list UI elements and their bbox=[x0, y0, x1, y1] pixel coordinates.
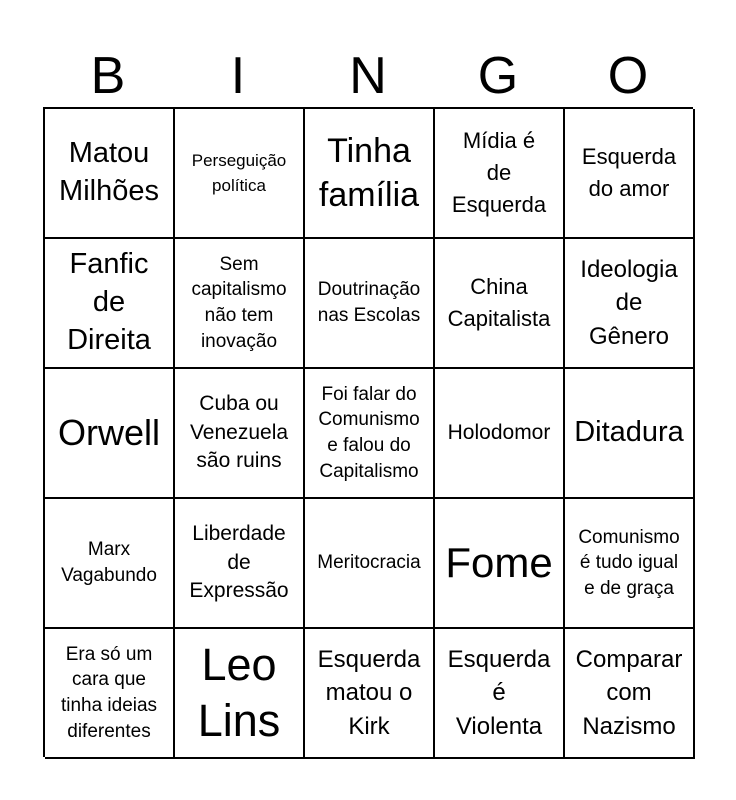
bingo-cell[interactable] bbox=[45, 629, 175, 759]
bingo-cell[interactable] bbox=[305, 239, 435, 369]
bingo-cell[interactable] bbox=[175, 239, 305, 369]
bingo-cell-text: Sem capitalismo não tem inovação bbox=[191, 253, 287, 352]
bingo-cell-text: Ditadura bbox=[574, 416, 684, 449]
bingo-cell[interactable] bbox=[435, 629, 565, 759]
bingo-cell[interactable] bbox=[565, 499, 695, 629]
bingo-cell-text: Comunismo é tudo igual e de graça bbox=[578, 526, 680, 599]
bingo-cell[interactable] bbox=[175, 109, 305, 239]
bingo-cell-text: Ideologia de Gênero bbox=[580, 256, 678, 350]
bingo-cell-text: Leo Lins bbox=[197, 638, 281, 746]
bingo-cell-text: Perseguição política bbox=[191, 150, 287, 195]
bingo-cell-text: Tinha família bbox=[318, 131, 420, 214]
header-letter-i: I bbox=[230, 47, 246, 105]
bingo-cell[interactable] bbox=[565, 239, 695, 369]
bingo-cell-text: Fome bbox=[445, 538, 553, 586]
bingo-cell[interactable] bbox=[45, 499, 175, 629]
bingo-cell[interactable] bbox=[435, 499, 565, 629]
bingo-cell[interactable] bbox=[175, 499, 305, 629]
header-letter-g: G bbox=[477, 47, 519, 105]
bingo-cell-text: Esquerda matou o Kirk bbox=[317, 646, 421, 740]
bingo-cell-text: Doutrinação nas Escolas bbox=[317, 279, 421, 326]
header-letter-o: O bbox=[607, 47, 649, 105]
bingo-cell[interactable] bbox=[45, 109, 175, 239]
bingo-cell-text: Fanfic de Direita bbox=[67, 248, 151, 356]
bingo-cell-text: Orwell bbox=[57, 412, 160, 454]
bingo-cell[interactable] bbox=[305, 369, 435, 499]
bingo-cell-text: Matou Milhões bbox=[59, 137, 159, 207]
bingo-grid bbox=[43, 107, 693, 757]
bingo-cell-text: Era só um cara que tinha ideias diferentes bbox=[60, 643, 158, 742]
bingo-cell-text: Cuba ou Venezuela são ruins bbox=[189, 391, 289, 473]
bingo-cell[interactable] bbox=[175, 629, 305, 759]
bingo-cell[interactable] bbox=[45, 369, 175, 499]
bingo-cell-text: Esquerda do amor bbox=[581, 144, 677, 201]
bingo-cell[interactable] bbox=[435, 109, 565, 239]
bingo-cell[interactable] bbox=[305, 109, 435, 239]
bingo-cell-text: Esquerda é Violenta bbox=[447, 646, 551, 740]
bingo-cell[interactable] bbox=[305, 499, 435, 629]
bingo-cell-text: Liberdade de Expressão bbox=[189, 521, 289, 603]
bingo-cell-text: Foi falar do Comunismo e falou do Capitalismo bbox=[318, 383, 420, 482]
bingo-cell[interactable] bbox=[45, 239, 175, 369]
bingo-header bbox=[43, 44, 693, 108]
bingo-cell[interactable] bbox=[435, 369, 565, 499]
bingo-cell[interactable] bbox=[565, 369, 695, 499]
bingo-cell-text: Meritocracia bbox=[317, 552, 421, 574]
bingo-cell-text: Mídia é de Esquerda bbox=[451, 128, 547, 217]
bingo-cell[interactable] bbox=[175, 369, 305, 499]
bingo-cell[interactable] bbox=[565, 109, 695, 239]
bingo-cell-text: Marx Vagabundo bbox=[61, 539, 157, 586]
bingo-cell-text: China Capitalista bbox=[447, 274, 551, 331]
header-letter-n: N bbox=[349, 47, 387, 105]
bingo-cell-text: Holodomor bbox=[447, 420, 551, 444]
bingo-cell[interactable] bbox=[435, 239, 565, 369]
bingo-cell[interactable] bbox=[565, 629, 695, 759]
header-letter-b: B bbox=[90, 47, 126, 105]
bingo-cell-text: Comparar com Nazismo bbox=[575, 646, 683, 740]
bingo-cell[interactable] bbox=[305, 629, 435, 759]
